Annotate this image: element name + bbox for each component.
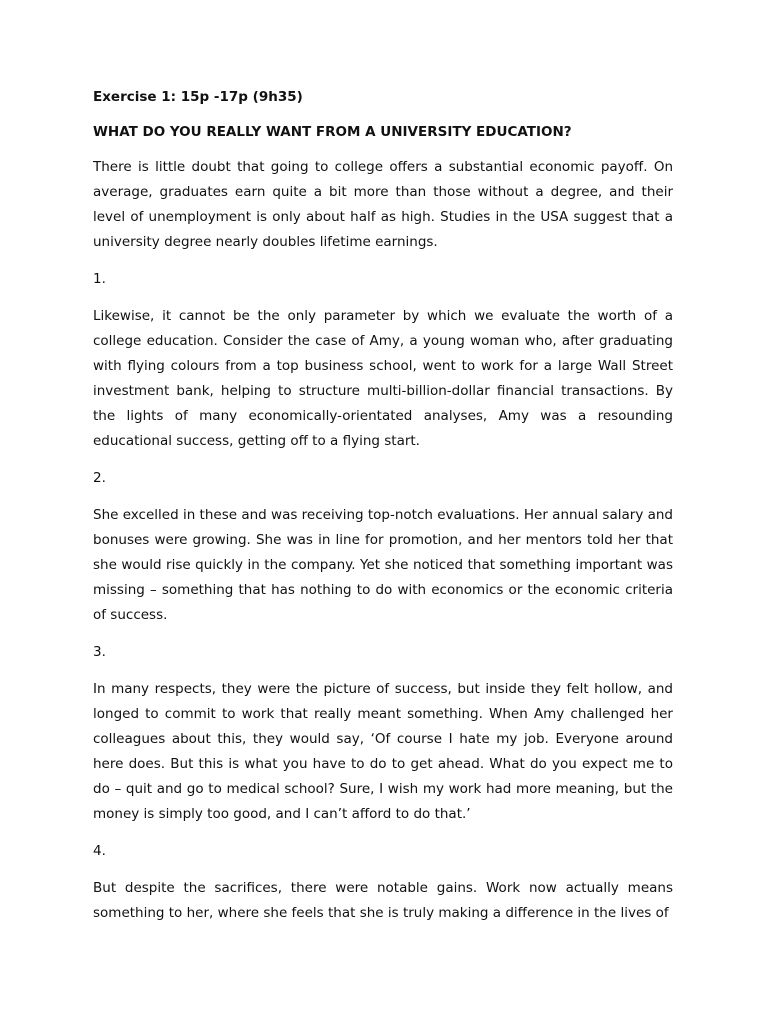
paragraph-5: But despite the sacrifices, there were notable gains. Work now actually means something to her, where she feels that she is truly making a difference in the lives of	[93, 880, 673, 921]
paragraph-4: In many respects, they were the picture of success, but inside they felt hollow, and longed to commit to work that really meant something. When Amy challenged her colleagues about this, they would say, ‘Of course I hate my job. Everyone around here does. But this is what you have to do to get ahead. What do you expect me to do – quit and go to medical school? Sure, I wish my work had more meaning, but the money is simply too good, and I can’t afford to do that.’	[93, 681, 673, 822]
gap-number-2: 2.	[93, 470, 106, 486]
gap-number-3: 3.	[93, 644, 106, 660]
document-title: WHAT DO YOU REALLY WANT FROM A UNIVERSITY EDUCATION?	[93, 124, 572, 140]
paragraph-2: Likewise, it cannot be the only parameter by which we evaluate the worth of a college education. Consider the case of Amy, a young woman who, after graduating with flying colours from a top business school, went to work for a large Wall Street investment bank, helping to structure multi-billion-dollar financial transactions. By the lights of many economically-orientated analyses, Amy was a resounding educational success, getting off to a flying start.	[93, 308, 673, 449]
exercise-heading: Exercise 1: 15p -17p (9h35)	[93, 89, 303, 105]
document-page	[93, 89, 673, 926]
paragraph-3: She excelled in these and was receiving top-notch evaluations. Her annual salary and bonuses were growing. She was in line for promotion, and her mentors told her that she would rise quickly in the company. Yet she noticed that something important was missing – something that has nothing to do with economics or the economic criteria of success.	[93, 507, 673, 623]
gap-number-4: 4.	[93, 843, 106, 859]
paragraph-1: There is little doubt that going to college offers a substantial economic payoff. On average, graduates earn quite a bit more than those without a degree, and their level of unemployment is only about half as high. Studies in the USA suggest that a university degree nearly doubles lifetime earnings.	[93, 159, 673, 250]
gap-number-1: 1.	[93, 271, 106, 287]
